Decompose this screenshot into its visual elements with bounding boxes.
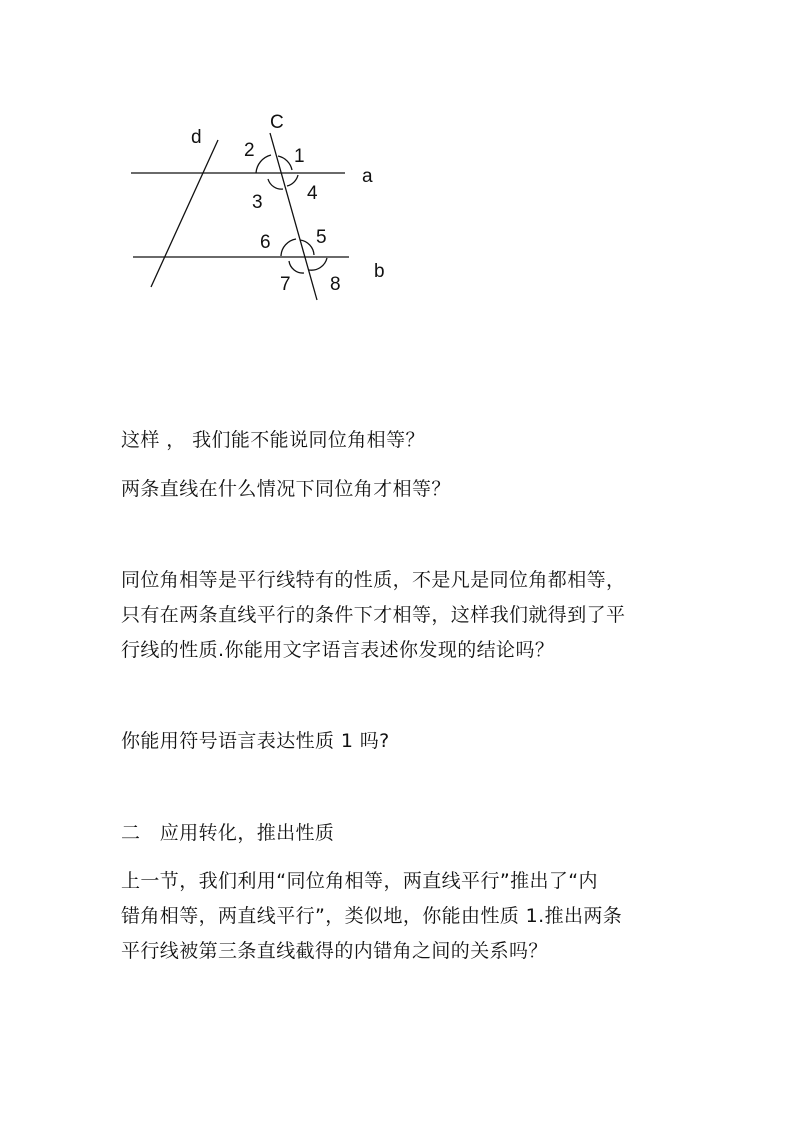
- paragraph-3-line-1: 同位角相等是平行线特有的性质，不是凡是同位角都相等，: [121, 569, 626, 591]
- angle-arc-2: [256, 155, 271, 173]
- label-line-b: b: [374, 261, 385, 282]
- angle-arc-6: [281, 239, 296, 256]
- label-line-d: d: [191, 127, 202, 148]
- paragraph-4: 你能用符号语言表达性质 1 吗?: [121, 730, 390, 752]
- paragraph-5-line-3: 平行线被第三条直线截得的内错角之间的关系吗？: [121, 940, 548, 962]
- label-line-c: C: [270, 112, 284, 133]
- angle-arc-3: [268, 179, 283, 189]
- paragraph-2: 两条直线在什么情况下同位角才相等？: [121, 478, 451, 500]
- label-angle-1: 1: [294, 146, 305, 167]
- label-angle-7: 7: [280, 274, 291, 295]
- angle-arc-8: [309, 258, 327, 270]
- label-angle-3: 3: [252, 192, 263, 213]
- angle-arc-4: [287, 175, 298, 186]
- label-angle-5: 5: [316, 227, 327, 248]
- paragraph-5-line-1: 上一节，我们利用“同位角相等，两直线平行”推出了“内: [121, 870, 598, 892]
- paragraph-5-line-2: 错角相等，两直线平行”，类似地，你能由性质 1.推出两条: [121, 905, 623, 927]
- label-angle-4: 4: [307, 183, 318, 204]
- section-heading: 二 应用转化，推出性质: [121, 822, 335, 844]
- paragraph-3-line-2: 只有在两条直线平行的条件下才相等，这样我们就得到了平: [121, 604, 626, 626]
- parallel-lines-figure: [0, 0, 794, 330]
- label-angle-2: 2: [244, 140, 255, 161]
- label-angle-6: 6: [260, 232, 271, 253]
- paragraph-3-line-3: 行线的性质.你能用文字语言表述你发现的结论吗？: [121, 639, 555, 661]
- angle-arc-7: [289, 261, 304, 273]
- line-d: [151, 140, 218, 287]
- label-angle-8: 8: [330, 274, 341, 295]
- paragraph-1: 这样 ， 我们能不能说同位角相等？: [121, 429, 425, 451]
- label-line-a: a: [362, 166, 373, 187]
